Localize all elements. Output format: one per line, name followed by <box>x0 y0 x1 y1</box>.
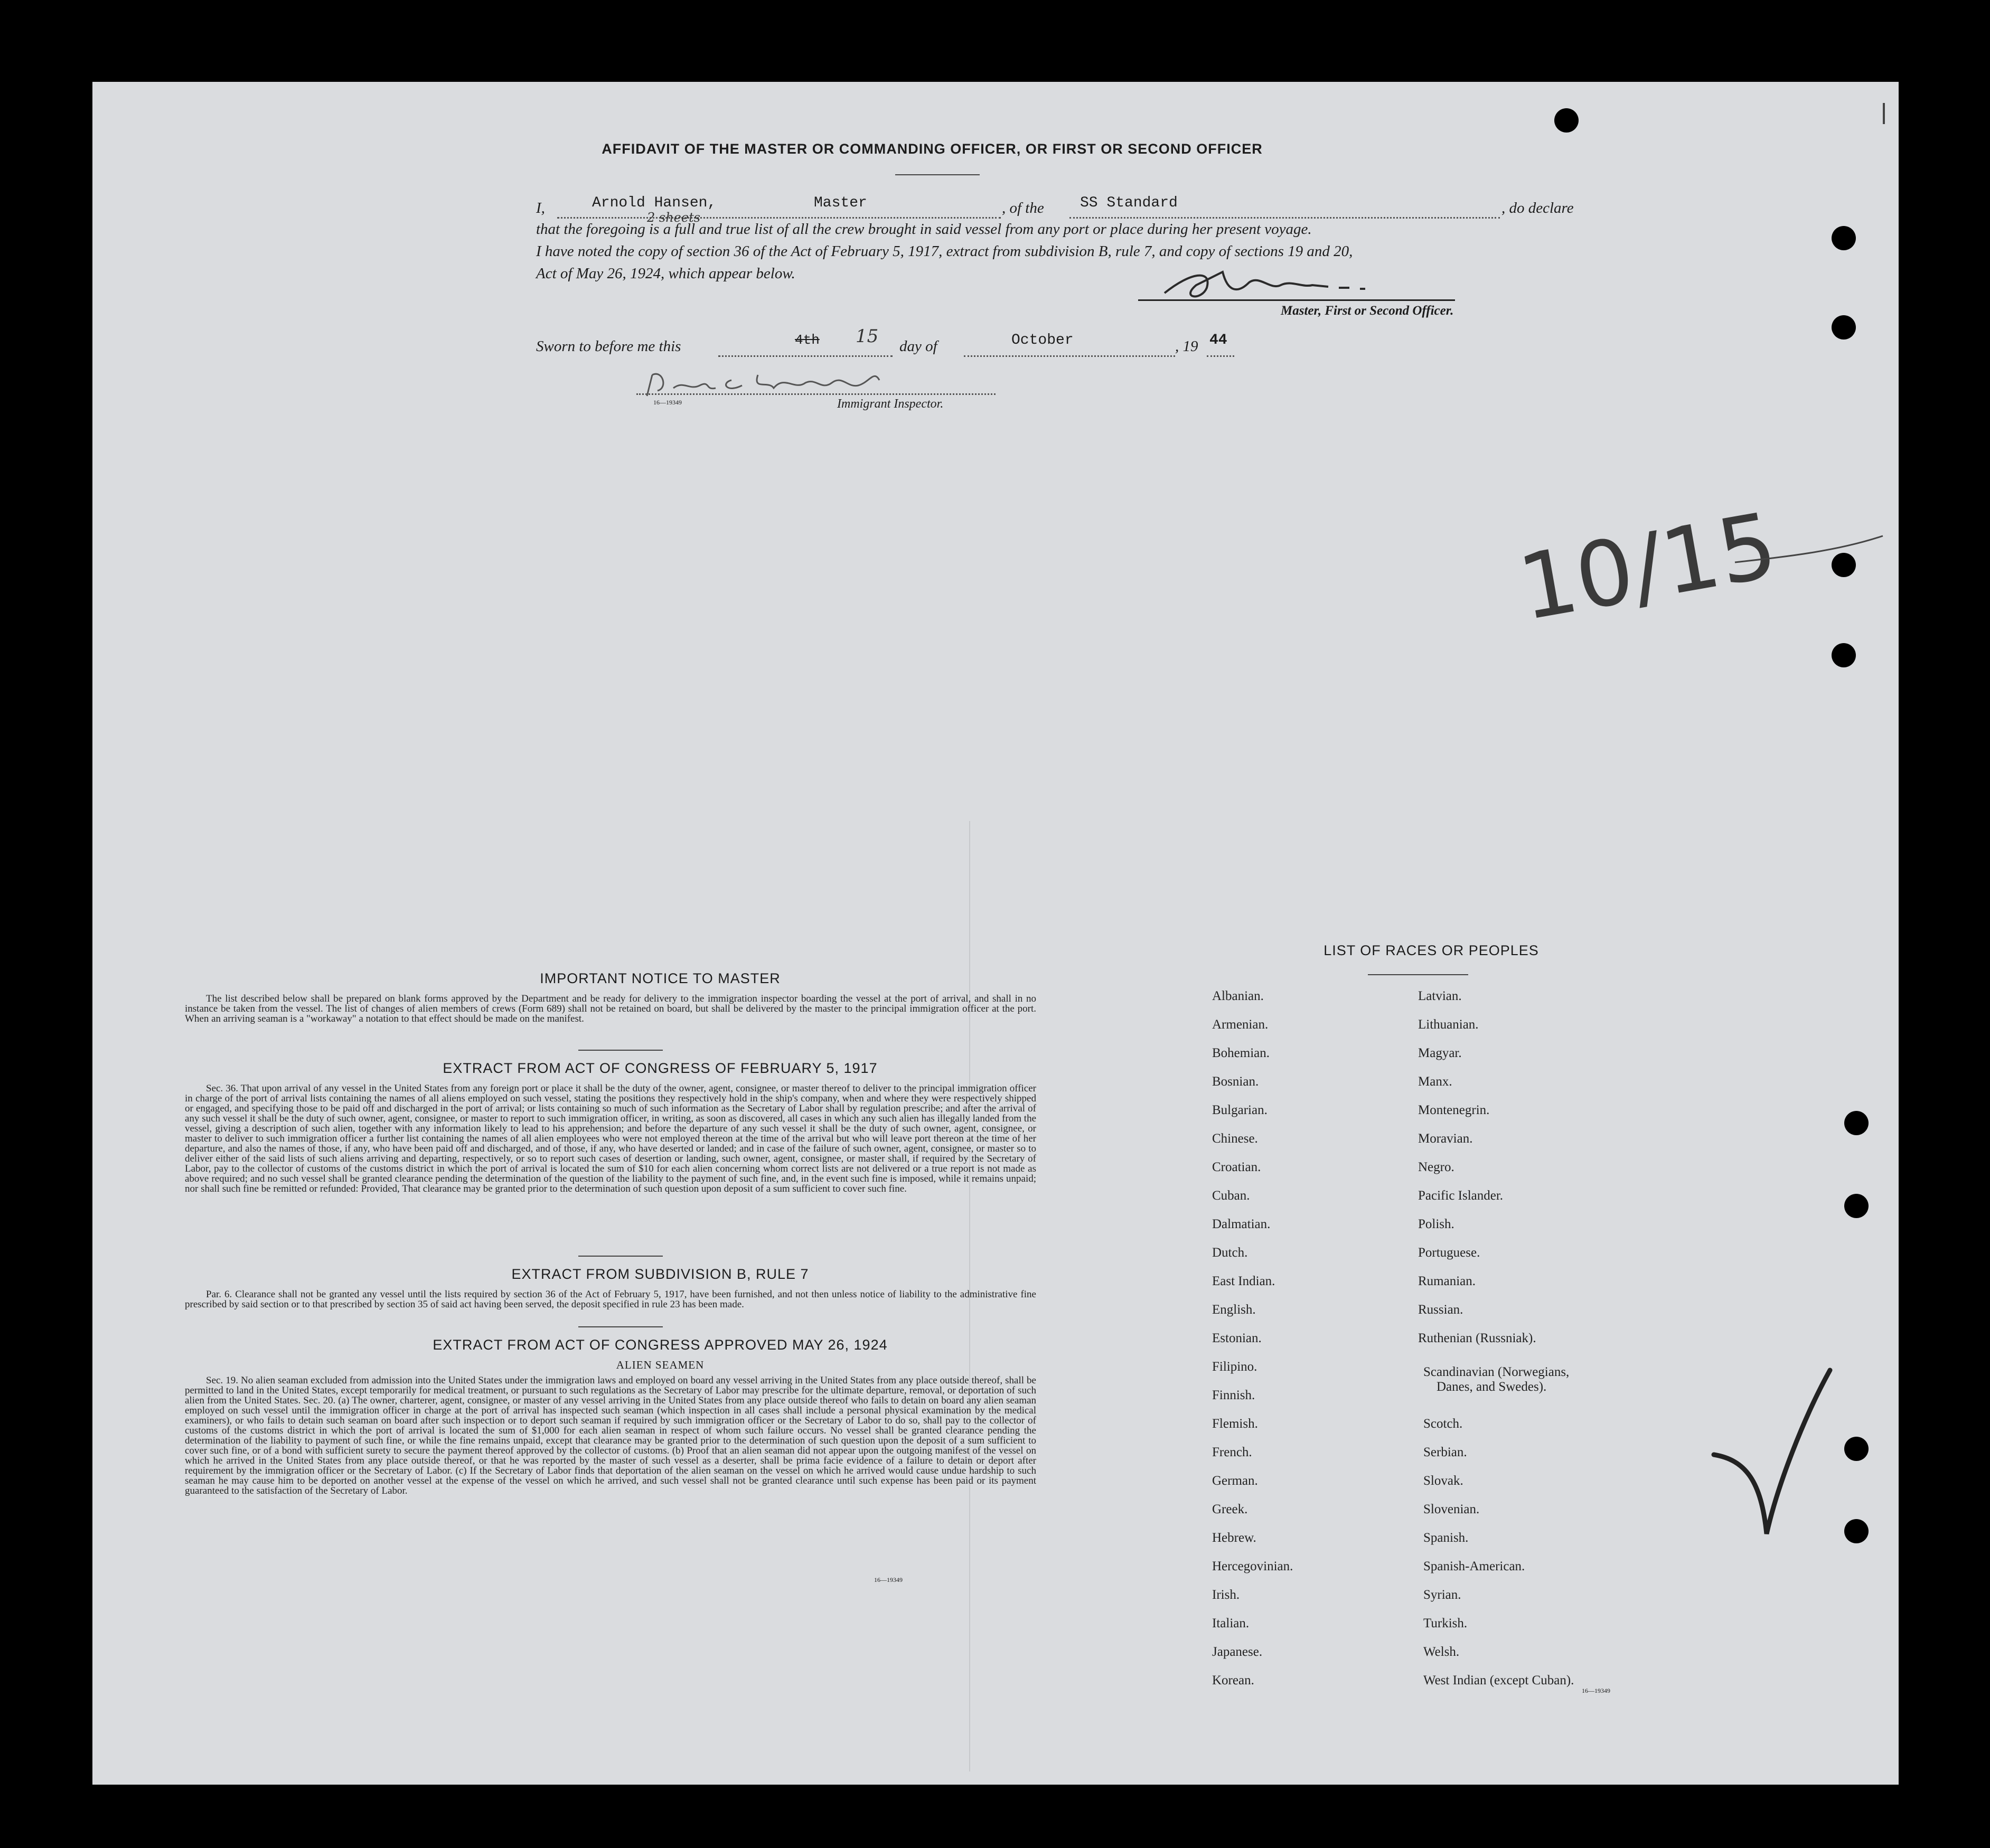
inspector-signature-line <box>636 393 996 395</box>
master-name: Arnold Hansen, <box>592 195 717 211</box>
race-item: Dutch. <box>1212 1246 1248 1260</box>
race-item: Italian. <box>1212 1616 1250 1630</box>
affidavit-form-code: 16—19349 <box>653 399 682 406</box>
punch-hole <box>1844 1111 1869 1135</box>
year-prefix: , 19 <box>1175 338 1198 355</box>
notice-body: The list described below shall be prepared on blank forms approved by the Department and be ready for delivery to the immigration inspector boarding the vessel at the port of arrival, and shall in no instance be taken from the vessel. The list of changes of alien members of crews (Form 689) shall not be retained on board, but shall be delivered by the master to the principal immigration officer at the port. When an arriving seaman is a "workaway" a notation to that effect should be made on the manifest. <box>185 993 1036 1024</box>
race-item: Moravian. <box>1418 1132 1473 1146</box>
affidavit-line-3: Act of May 26, 1924, which appear below. <box>536 265 795 282</box>
signature-line <box>1138 299 1455 301</box>
day-field-line <box>718 355 893 357</box>
day-of-label: day of <box>899 338 937 355</box>
check-mark <box>1703 1365 1841 1539</box>
day-typed-struck: 4th <box>795 332 820 348</box>
race-item: Japanese. <box>1212 1645 1263 1659</box>
punch-hole <box>1844 1194 1869 1218</box>
race-item: Finnish. <box>1212 1388 1255 1402</box>
margin-date-note: 10/15 <box>1511 493 1785 642</box>
race-item: Turkish. <box>1423 1616 1468 1630</box>
vessel-field-line <box>1069 217 1500 219</box>
race-item: French. <box>1212 1445 1252 1459</box>
affidavit-title: AFFIDAVIT OF THE MASTER OR COMMANDING OFFICER, OR FIRST OR SECOND OFFICER <box>602 141 1263 157</box>
extract1-rule <box>578 1256 663 1257</box>
extract2-title: EXTRACT FROM SUBDIVISION B, RULE 7 <box>511 1266 809 1282</box>
race-item: Croatian. <box>1212 1160 1261 1174</box>
notice-title: IMPORTANT NOTICE TO MASTER <box>540 970 781 986</box>
punch-hole <box>1554 108 1579 133</box>
position-value: Master <box>814 195 867 211</box>
title-rule <box>895 174 980 175</box>
race-item: Bosnian. <box>1212 1074 1259 1089</box>
race-item: Hercegovinian. <box>1212 1559 1293 1573</box>
race-item: Filipino. <box>1212 1360 1257 1374</box>
race-item: Bulgarian. <box>1212 1103 1268 1117</box>
inspector-signature <box>636 359 911 401</box>
name-field-line <box>557 217 1001 219</box>
corner-mark <box>1883 103 1885 124</box>
race-item: Pacific Islander. <box>1418 1189 1504 1203</box>
race-item: Montenegrin. <box>1418 1103 1490 1117</box>
race-item: German. <box>1212 1474 1258 1488</box>
race-item: Syrian. <box>1423 1588 1461 1602</box>
month-value: October <box>1011 332 1074 348</box>
extract2-rule <box>578 1326 663 1327</box>
race-item: Bohemian. <box>1212 1046 1270 1060</box>
punch-hole <box>1832 226 1856 250</box>
race-item: Cuban. <box>1212 1189 1250 1203</box>
race-item: Albanian. <box>1212 989 1264 1003</box>
inspector-caption: Immigrant Inspector. <box>837 397 944 411</box>
race-item: Polish. <box>1418 1217 1454 1231</box>
extract2-body: Par. 6. Clearance shall not be granted any vessel until the lists required by section 36 of the Act of February 5, 1917, have been furnished, and not then unless notice of liability to the administrative fine prescribed by said section or to that prescribed by section 35 of said act having been served, the deposit specified in rule 23 has been made. <box>185 1289 1036 1310</box>
affidavit-line-2: I have noted the copy of section 36 of the Act of February 5, 1917, extract from subdivision B, rule 7, and copy of sections 19 and 20, <box>536 243 1353 260</box>
race-item: Irish. <box>1212 1588 1240 1602</box>
sworn-label: Sworn to before me this <box>536 338 681 355</box>
race-item: Magyar. <box>1418 1046 1462 1060</box>
race-item: Estonian. <box>1212 1331 1262 1345</box>
month-field-line <box>964 355 1175 357</box>
race-item: Slovak. <box>1423 1474 1463 1488</box>
race-item: Negro. <box>1418 1160 1454 1174</box>
race-item: Scotch. <box>1423 1417 1463 1431</box>
race-item: Welsh. <box>1423 1645 1460 1659</box>
race-item: Rumanian. <box>1418 1274 1476 1288</box>
punch-hole <box>1844 1437 1869 1461</box>
punch-hole <box>1844 1519 1869 1543</box>
vessel-name: SS Standard <box>1080 195 1178 211</box>
margin-stroke <box>1730 531 1888 573</box>
races-rule <box>1368 974 1468 975</box>
race-item: Latvian. <box>1418 989 1462 1003</box>
year-value: 44 <box>1209 332 1227 348</box>
race-item: Flemish. <box>1212 1417 1258 1431</box>
race-item: Danes, and Swedes). <box>1437 1380 1547 1394</box>
race-item: Russian. <box>1418 1303 1463 1317</box>
i-word: I, <box>536 200 545 216</box>
master-signature <box>1149 261 1413 304</box>
race-item: West Indian (except Cuban). <box>1423 1673 1574 1687</box>
race-item: Greek. <box>1212 1502 1248 1516</box>
notice-rule <box>578 1050 663 1051</box>
race-item: Spanish-American. <box>1423 1559 1525 1573</box>
extract3-body: Sec. 19. No alien seaman excluded from admission into the United States under the immigration laws and employed on board any vessel arriving in the United States from any place outside thereof, shall be permitted to land in the United States, except temporarily for medical treatment, or pursuant to such regulations as the Secretary of Labor may prescribe for the ultimate departure, removal, or deportation of such alien from the United States. Sec. 20. (a) The owner, charterer, agent, consignee, or master of any vessel arriving in the United States from any place outside thereof who fails to detain on board any alien seaman employed on such vessel until the immigration officer in charge at the port of arrival has inspected such seaman (which inspection in all cases shall include a personal physical examination by the medical examiners), or who fails to detain such seaman on board after such inspection or to deport such seaman if required by such immigration officer or the Secretary of Labor to do so, shall pay to the collector of customs of the customs district in which the port of arrival is located the sum of $1,000 for each alien seaman in respect of whom such failure occurs. No vessel shall be granted clearance pending the determination of the liability to payment of such fine, or while the fine remains unpaid, except that clearance may be granted prior to the determination of such question upon the deposit of a sum sufficient to cover such fine, or of a bond with sufficient surety to secure the payment thereof approved by the collector of customs. (b) Proof that an alien seaman did not appear upon the outgoing manifest of the vessel on which he arrived in the United States from any place outside thereof, or that he was reported by the master of such vessel as a deserter, shall be prima facie evidence of a failure to detain or deport after requirement by the immigration officer or the Secretary of Labor. (c) If the Secretary of Labor finds that deportation of the alien seaman on the vessel on which he arrived would cause undue hardship to such seaman he may cause him to be deported on another vessel at the expense of the vessel on which he arrived, and such vessel shall not be granted clearance until such expense has been paid or its payment guaranteed to the satisfaction of the Secretary of Labor. <box>185 1375 1036 1496</box>
document-page <box>92 82 1899 1785</box>
race-item: Lithuanian. <box>1418 1017 1479 1032</box>
day-handwritten: 15 <box>856 326 879 347</box>
of-the-label: , of the <box>1002 200 1044 216</box>
race-item: English. <box>1212 1303 1256 1317</box>
extract1-body: Sec. 36. That upon arrival of any vessel in the United States from any foreign port or place it shall be the duty of the owner, agent, consignee, or master thereof to deliver to the principal immigration officer in charge of the port of arrival lists containing the names of all aliens employed on such vessel, stating the positions they respectively hold in the ship's company, when and where they were respectively shipped or engaged, and specifying those to be paid off and discharged in the port of arrival; or lists containing so much of such information as the Secretary of Labor shall by regulation prescribe; and after the arrival of any such vessel it shall be the duty of such owner, agent, consignee, or master to report to such immigration officer, in writing, as soon as discovered, all cases in which any such alien has illegally landed from the vessel, giving a description of such alien, together with any information likely to lead to his apprehension; and before the departure of any such vessel it shall be the duty of such owner, agent, consignee, or master to deliver to such immigration officer a further list containing the names of all alien employees who were not employed thereon at the time of the arrival but who will leave port thereon at the time of her departure, and also the names of those, if any, who have been paid off and discharged, and of those, if any, who have deserted or landed; and in case of the failure of such owner, agent, consignee, or master so to deliver either of the said lists of such aliens arriving and departing, respectively, or so to report such cases of desertion or landing, such owner, agent, consignee, or master shall, if required by the Secretary of Labor, pay to the collector of customs of the customs district in which the port of arrival is located the sum of $10 for each alien concerning whom correct lists are not delivered or a true report is not made as above required; and no such vessel shall be granted clearance pending the determination of the question of the liability to the payment of such fine, and, in the event such fine is imposed, while it remains unpaid; nor shall such fine be remitted or refunded: Provided, That clearance may be granted prior to the determination of such question upon deposit of a sum sufficient to cover such fine. <box>185 1083 1036 1194</box>
punch-hole <box>1832 553 1856 577</box>
extract3-title: EXTRACT FROM ACT OF CONGRESS APPROVED MAY 26, 1924 <box>433 1337 888 1353</box>
year-field-line <box>1207 355 1234 357</box>
sheets-handwritten-note: 2 sheets <box>647 210 701 225</box>
race-item: Spanish. <box>1423 1531 1469 1545</box>
race-item: Armenian. <box>1212 1017 1269 1032</box>
races-form-code: 16—19349 <box>1582 1687 1610 1694</box>
signature-caption: Master, First or Second Officer. <box>1281 304 1454 318</box>
extract3-subtitle: ALIEN SEAMEN <box>616 1359 705 1371</box>
notice-form-code: 16—19349 <box>874 1576 903 1583</box>
race-item: Ruthenian (Russniak). <box>1418 1331 1536 1345</box>
punch-hole <box>1832 643 1856 667</box>
affidavit-line-1: that the foregoing is a full and true list of all the crew brought in said vessel from any port or place during her present voyage. <box>536 221 1312 238</box>
extract1-title: EXTRACT FROM ACT OF CONGRESS OF FEBRUARY 5, 1917 <box>443 1060 878 1076</box>
punch-hole <box>1832 315 1856 340</box>
race-item: Chinese. <box>1212 1132 1258 1146</box>
races-title: LIST OF RACES OR PEOPLES <box>1323 942 1539 958</box>
race-item: Scandinavian (Norwegians, <box>1423 1365 1570 1379</box>
race-item: Dalmatian. <box>1212 1217 1271 1231</box>
race-item: Portuguese. <box>1418 1246 1480 1260</box>
do-declare-label: , do declare <box>1501 200 1574 216</box>
race-item: Hebrew. <box>1212 1531 1256 1545</box>
race-item: Manx. <box>1418 1074 1452 1089</box>
race-item: East Indian. <box>1212 1274 1275 1288</box>
race-item: Slovenian. <box>1423 1502 1480 1516</box>
race-item: Korean. <box>1212 1673 1254 1687</box>
race-item: Serbian. <box>1423 1445 1467 1459</box>
